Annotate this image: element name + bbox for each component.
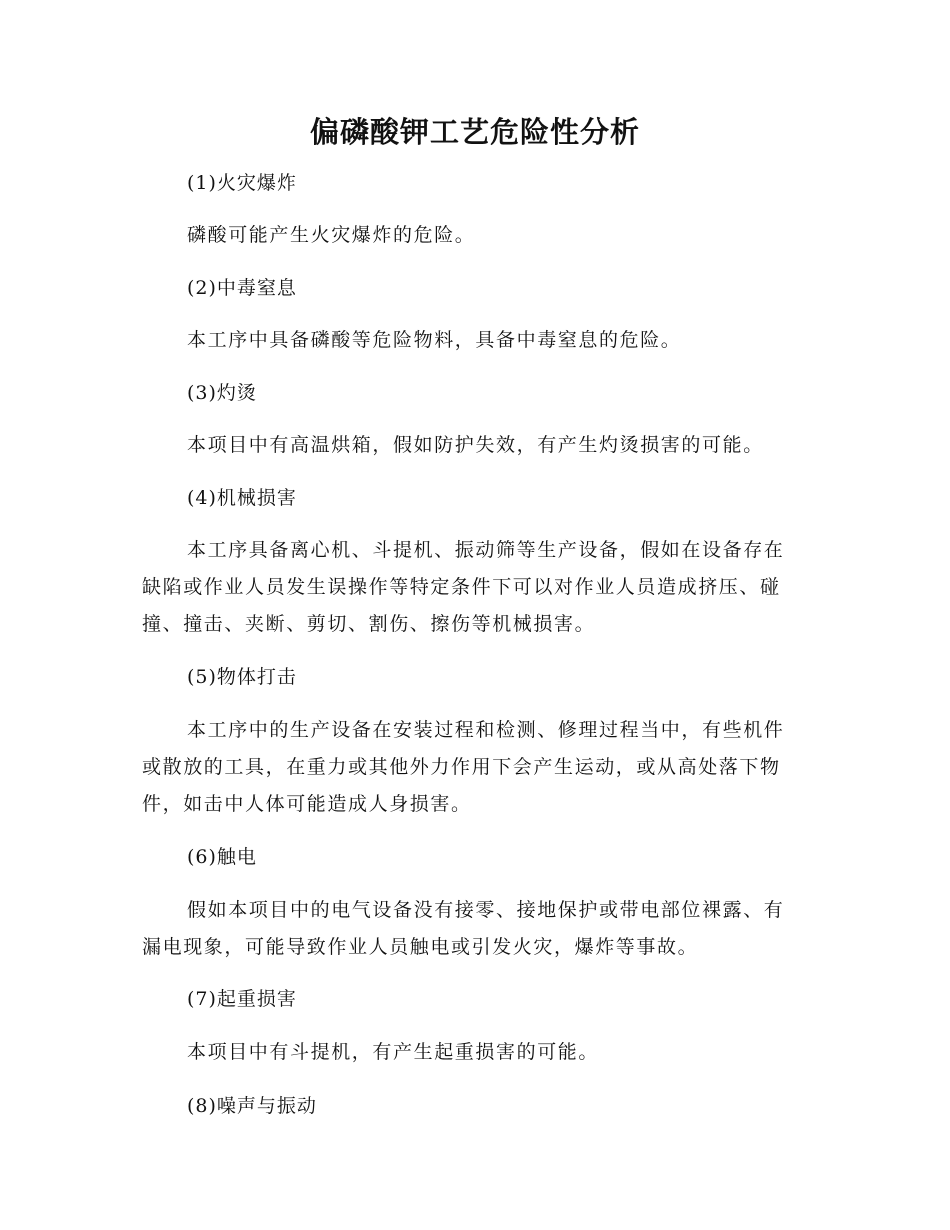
section-body-lifting-injury: 本项目中有斗提机，有产生起重损害的可能。 (187, 1041, 600, 1063)
section-heading-poisoning: (2)中毒窒息 (187, 277, 297, 299)
document-title: 偏磷酸钾工艺危险性分析 (309, 115, 640, 149)
section-body-electric-shock: 假如本项目中的电气设备没有接零、接地保护或带电部位裸露、有漏电现象，可能导致作业人员触电或引发火灾，爆炸等事故。 (142, 899, 785, 958)
section-body-burns: 本项目中有高温烘箱，假如防护失效，有产生灼烫损害的可能。 (187, 434, 764, 456)
section-body-mechanical-injury: 本工序具备离心机、斗提机、振动筛等生产设备，假如在设备存在缺陷或作业人员发生误操作等特定条件下可以对作业人员造成挤压、碰撞、撞击、夹断、剪切、割伤、擦伤等机械损害。 (142, 539, 785, 635)
section-heading-fire-explosion: (1)火灾爆炸 (187, 172, 297, 194)
section-heading-noise-vibration: (8)噪声与振动 (187, 1095, 317, 1117)
section-body-fire-explosion: 磷酸可能产生火灾爆炸的危险。 (187, 224, 476, 246)
section-heading-object-strike: (5)物体打击 (187, 666, 297, 688)
section-heading-electric-shock: (6)触电 (187, 846, 257, 868)
section-heading-mechanical-injury: (4)机械损害 (187, 487, 297, 509)
section-heading-lifting-injury: (7)起重损害 (187, 988, 297, 1010)
section-body-poisoning: 本工序中具备磷酸等危险物料，具备中毒窒息的危险。 (187, 329, 682, 351)
section-body-object-strike: 本工序中的生产设备在安装过程和检测、修理过程当中，有些机件或散放的工具，在重力或其他外力作用下会产生运动，或从高处落下物件，如击中人体可能造成人身损害。 (142, 719, 785, 815)
section-heading-burns: (3)灼烫 (187, 382, 257, 404)
